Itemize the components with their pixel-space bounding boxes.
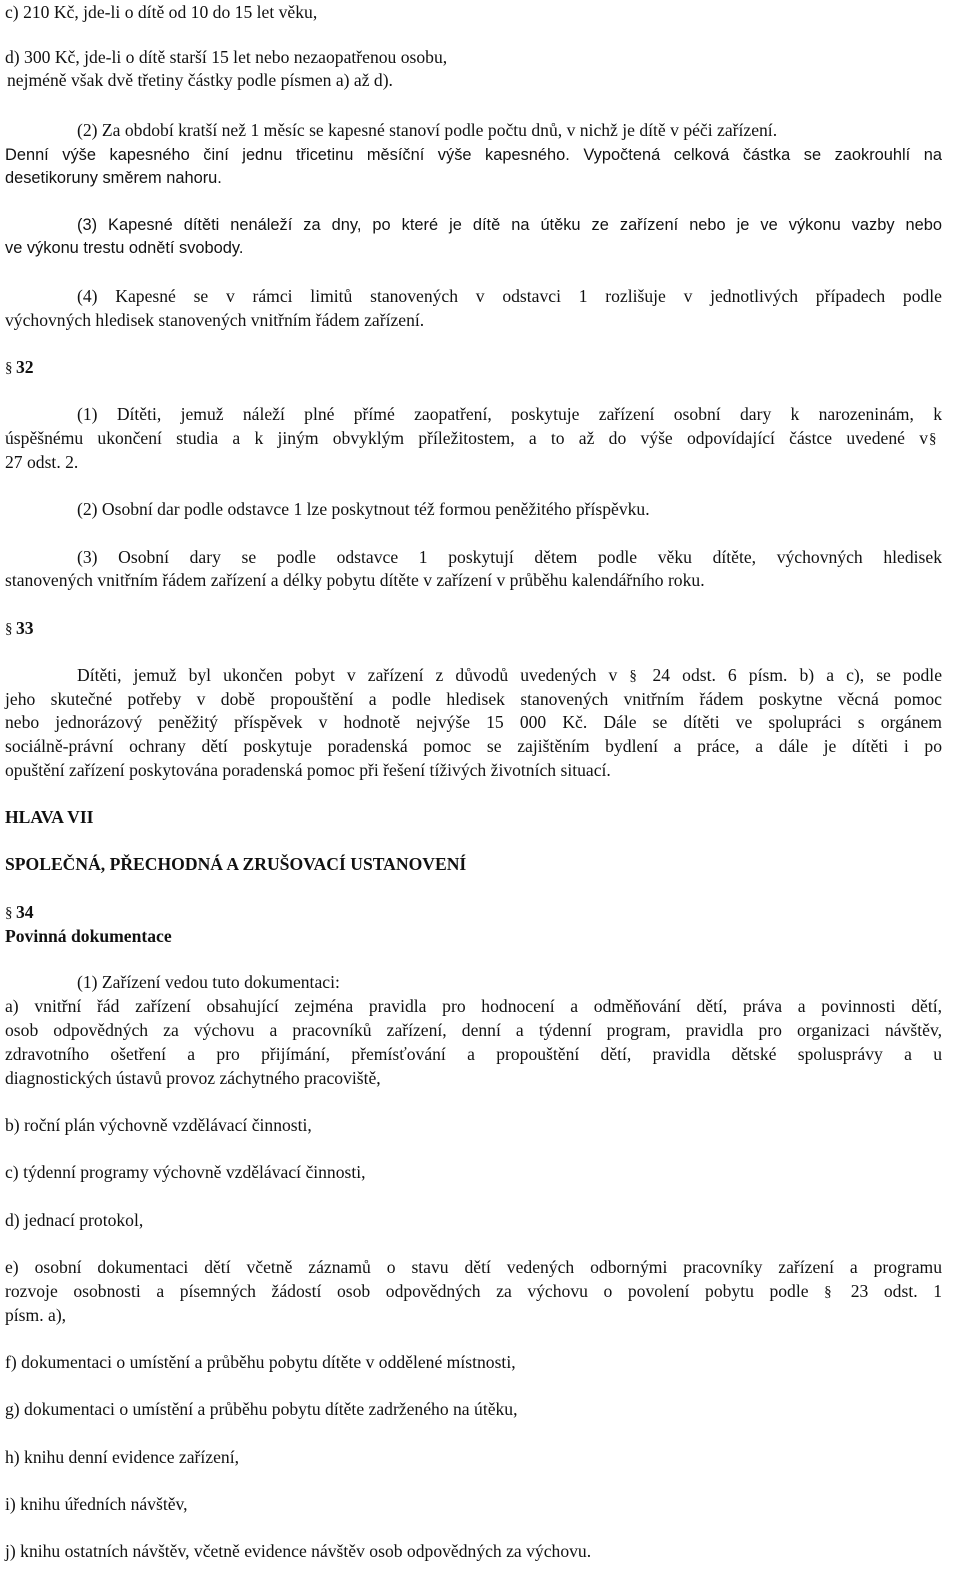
text-span: Vypočtená celková částka se zaokrouhlí na [569, 146, 942, 164]
text-line: (2) Osobní dar podle odstavce 1 lze poskytnout též formou peněžitého příspěvku. [77, 499, 650, 519]
text-line: (1) Dítěti, jemuž náleží plné přímé zaopatření, poskytuje zařízení osobní dary k narozeninám, k [77, 404, 942, 424]
section-heading-34 [5, 900, 942, 924]
text-line [5, 426, 928, 450]
text-line: stanovených vnitřním řádem zařízení a délky pobytu dítěte v zařízení v průběhu kalendářního roku. [5, 570, 705, 590]
text-line: desetikoruny směrem nahoru. [5, 169, 222, 187]
text-line: f) dokumentaci o umístění a průběhu pobytu dítěte v oddělené místnosti, [5, 1352, 516, 1372]
text-line: (3) Kapesné dítěti nenáleží za dny, po které je dítě na útěku ze zařízení nebo je ve výkonu vazby nebo [77, 216, 942, 234]
text-line: d) 300 Kč, jde-li o dítě starší 15 let nebo nezaopatřenou osobu, [5, 47, 448, 67]
section-sign-icon [5, 623, 16, 635]
text-line: písm. a), [5, 1305, 67, 1325]
text-span: úspěšnému ukončení studia a k jiným obvyklým příležitostem, a to až do výše odpovídající částce uvedené v [5, 428, 928, 448]
text-line: ve výkonu trestu odnětí svobody. [5, 239, 244, 257]
text-line: diagnostických ústavů provoz záchytného pracoviště, [5, 1068, 381, 1088]
section-sign-icon [629, 670, 640, 682]
text-line: c) 210 Kč, jde-li o dítě od 10 do 15 let věku, [5, 2, 318, 22]
text-line: jeho skutečné potřeby v době propouštění a podle hledisek stanovených vnitřním řádem poskytne věcná pomoc [5, 689, 942, 709]
section-sign-icon [824, 1286, 835, 1298]
text-line: i) knihu úředních návštěv, [5, 1494, 188, 1514]
text-line: (4) Kapesné se v rámci limitů stanovených v odstavci 1 rozlišuje v jednotlivých případech podle [77, 286, 942, 306]
text-span: Denní výše kapesného činí jednu třicetinu měsíční výše kapesného. [5, 146, 570, 164]
section-sign-icon [5, 907, 16, 919]
text-span: rozvoje osobnosti a písemných žádostí osob odpovědných za výchovu o povolení pobytu podle [5, 1281, 809, 1301]
text-line [5, 663, 942, 687]
section-number: 32 [16, 357, 34, 377]
section-sign-icon [929, 426, 943, 450]
text-line: výchovných hledisek stanovených vnitřním řádem zařízení. [5, 310, 425, 330]
text-line: c) týdenní programy výchovně vzdělávací činnosti, [5, 1162, 366, 1182]
section-heading-33 [5, 616, 942, 640]
text-line: osob odpovědných za výchovu a pracovníků zařízení, denní a týdenní program, pravidla pro organizaci návštěv, [5, 1020, 942, 1040]
text-line: nejméně však dvě třetiny částky podle písmen a) až d). [7, 70, 393, 90]
text-line [5, 1279, 942, 1303]
text-line [5, 142, 942, 167]
chapter-heading: HLAVA VII [5, 807, 94, 827]
section-sign-icon [5, 362, 16, 374]
text-line: zdravotního ošetření a pro přijímání, přemísťování a propouštění dětí, pravidla dětské spolusprávy a u [5, 1044, 942, 1064]
text-line: b) roční plán výchovně vzdělávací činnosti, [5, 1115, 312, 1135]
text-line: e) osobní dokumentaci dětí včetně záznamů o stavu dětí vedených odbornými pracovníky zařízení a programu [5, 1257, 942, 1277]
text-line: d) jednací protokol, [5, 1210, 144, 1230]
section-title: Povinná dokumentace [5, 926, 172, 946]
text-line: j) knihu ostatních návštěv, včetně evidence návštěv osob odpovědných za výchovu. [5, 1541, 592, 1561]
text-line: 27 odst. 2. [5, 452, 79, 472]
text-span: 24 odst. 6 písm. b) a c), se podle [652, 665, 943, 685]
section-number: 33 [16, 618, 34, 638]
text-line: sociálně-právní ochrany dětí poskytuje poradenská pomoc se zajištěním bydlení a práce, a dále je dítěti i po [5, 736, 942, 756]
section-heading-32 [5, 355, 942, 379]
text-line: (3) Osobní dary se podle odstavce 1 poskytují dětem podle věku dítěte, výchovných hledisek [77, 547, 942, 567]
text-line: opuštění zařízení poskytována poradenská pomoc při řešení tíživých životních situací. [5, 760, 611, 780]
text-line: h) knihu denní evidence zařízení, [5, 1447, 239, 1467]
text-line: a) vnitřní řád zařízení obsahující zejména pravidla pro hodnocení a odměňování dětí, práva a povinnosti dětí, [5, 996, 942, 1016]
text-span: 23 odst. 1 [850, 1281, 942, 1301]
text-line: nebo jednorázový peněžitý příspěvek v hodnotě nejvýše 15 000 Kč. Dále se dítěti ve spolupráci s orgánem [5, 712, 942, 732]
text-line: g) dokumentaci o umístění a průběhu pobytu dítěte zadrženého na útěku, [5, 1399, 518, 1419]
chapter-title: SPOLEČNÁ, PŘECHODNÁ A ZRUŠOVACÍ USTANOVENÍ [5, 854, 467, 874]
text-line: (1) Zařízení vedou tuto dokumentaci: [77, 972, 340, 992]
text-line: (2) Za období kratší než 1 měsíc se kapesné stanoví podle počtu dnů, v nichž je dítě v péči zařízení. [77, 120, 778, 140]
text-span: Dítěti, jemuž byl ukončen pobyt v zařízení z důvodů uvedených v [77, 665, 618, 685]
section-number: 34 [16, 902, 34, 922]
